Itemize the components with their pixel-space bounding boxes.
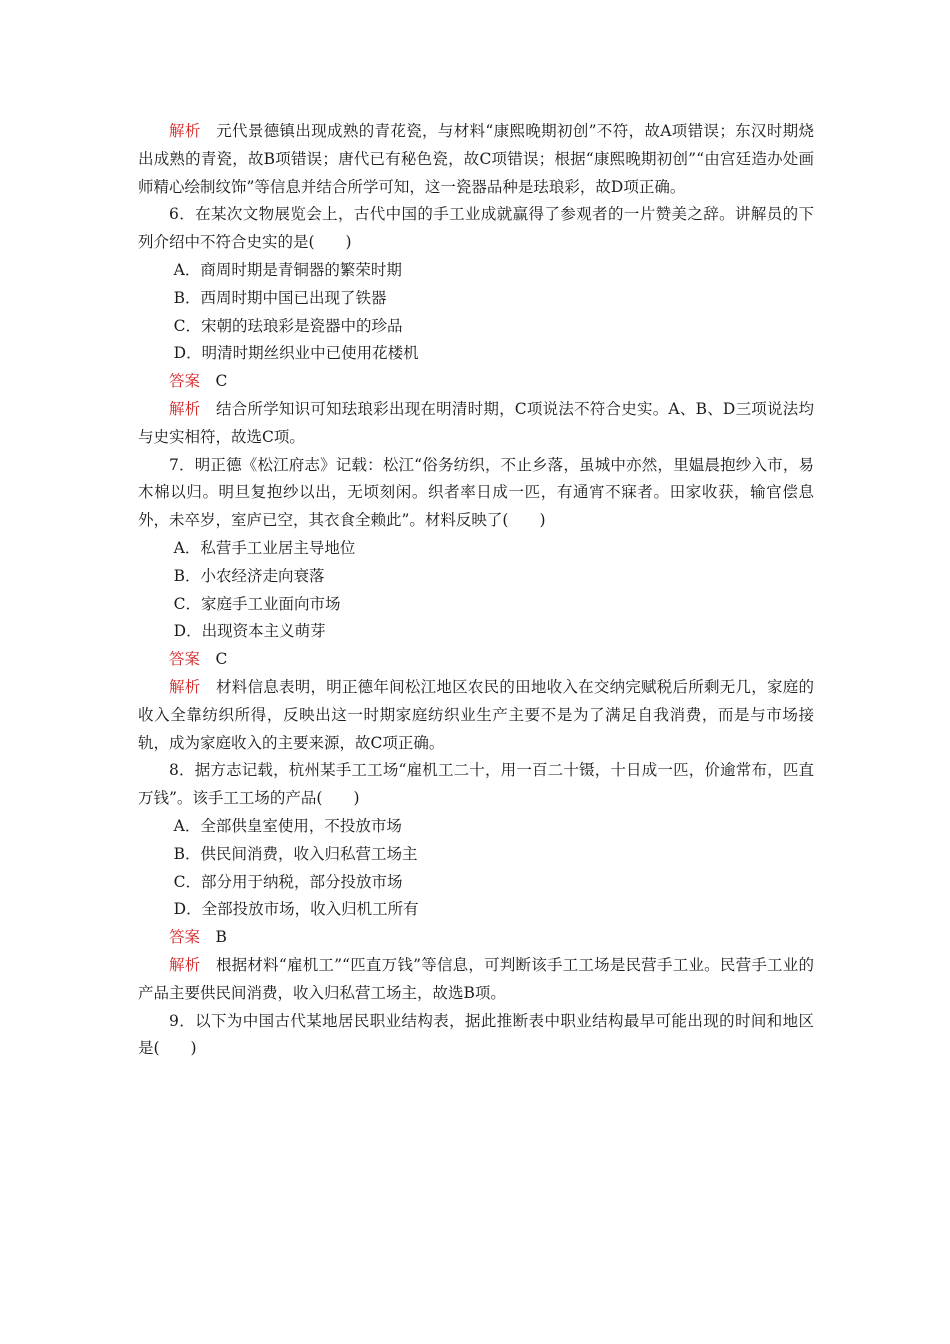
document-page	[138, 118, 814, 1063]
q7-option-c: C．家庭手工业面向市场	[173, 594, 341, 613]
q8-answer	[138, 924, 814, 952]
q6-answer	[138, 368, 814, 396]
answer-label: 答案	[169, 372, 201, 391]
q8-analysis	[138, 952, 814, 1008]
q6-answer-value: C	[215, 372, 228, 391]
q6-option-c: C．宋朝的珐琅彩是瓷器中的珍品	[173, 316, 403, 335]
q8-analysis-text: 根据材料“雇机工”“匹直万钱”等信息，可判断该手工工场是民营手工业。民营手工业的产品主要供民间消费，收入归私营工场主，故选B项。	[138, 955, 814, 1002]
q6-analysis	[138, 396, 814, 452]
q6-option-b: B．西周时期中国已出现了铁器	[173, 288, 387, 307]
q5-analysis	[138, 118, 814, 201]
q8-stem: 8．据方志记载，杭州某手工工场“雇机工二十，用一百二十镊，十日成一匹，价逾常布，匹直万钱”。该手工工场的产品( )	[138, 761, 814, 808]
q7-analysis	[138, 674, 814, 757]
q8-option-b: B．供民间消费，收入归私营工场主	[173, 844, 418, 863]
q9-stem: 9．以下为中国古代某地居民职业结构表，据此推断表中职业结构最早可能出现的时间和地区是( )	[138, 1011, 814, 1058]
q7-option-b: B．小农经济走向衰落	[173, 566, 325, 585]
analysis-label: 解析	[169, 677, 201, 696]
q7-option-d: D．出现资本主义萌芽	[173, 622, 326, 641]
q6-option-a: A．商周时期是青铜器的繁荣时期	[173, 260, 402, 279]
q7-analysis-text: 材料信息表明，明正德年间松江地区农民的田地收入在交纳完赋税后所剩无几，家庭的收入全靠纺织所得，反映出这一时期家庭纺织业生产主要不是为了满足自我消费，而是与市场接轨，成为家庭收入的主要来源，故C项正确。	[138, 677, 814, 752]
analysis-label: 解析	[169, 955, 201, 974]
q8-option-a: A．全部供皇室使用，不投放市场	[173, 816, 402, 835]
q7-option-a: A．私营手工业居主导地位	[173, 538, 356, 557]
q6-stem: 6．在某次文物展览会上，古代中国的手工业成就赢得了参观者的一片赞美之辞。讲解员的下列介绍中不符合史实的是( )	[138, 205, 814, 252]
q8-option-d: D．全部投放市场，收入归机工所有	[173, 900, 419, 919]
answer-label: 答案	[169, 928, 201, 947]
q6-option-d: D．明清时期丝织业中已使用花楼机	[173, 344, 419, 363]
q6-analysis-text: 结合所学知识可知珐琅彩出现在明清时期，C项说法不符合史实。A、B、D三项说法均与史实相符，故选C项。	[138, 399, 814, 446]
q8-option-c: C．部分用于纳税，部分投放市场	[173, 872, 403, 891]
q7-stem: 7．明正德《松江府志》记载：松江“俗务纺织，不止乡落，虽城中亦然，里媪晨抱纱入市，易木棉以归。明旦复抱纱以出，无顷刻闲。织者率日成一匹，有通宵不寐者。田家收获，输官偿息外，未卒岁，室庐已空，其衣食全赖此”。材料反映了( )	[138, 455, 814, 530]
analysis-label: 解析	[169, 399, 201, 418]
q5-analysis-text: 元代景德镇出现成熟的青花瓷，与材料“康熙晚期初创”不符，故A项错误；东汉时期烧出成熟的青瓷，故B项错误；唐代已有秘色瓷，故C项错误；根据“康熙晚期初创”“由宫廷造办处画师精心绘制纹饰”等信息并结合所学可知，这一瓷器品种是珐琅彩，故D项正确。	[138, 122, 814, 196]
answer-label: 答案	[169, 650, 201, 669]
q8-answer-value: B	[215, 928, 227, 947]
q7-answer-value: C	[215, 650, 228, 669]
analysis-label: 解析	[169, 122, 201, 140]
q7-answer	[138, 646, 814, 674]
